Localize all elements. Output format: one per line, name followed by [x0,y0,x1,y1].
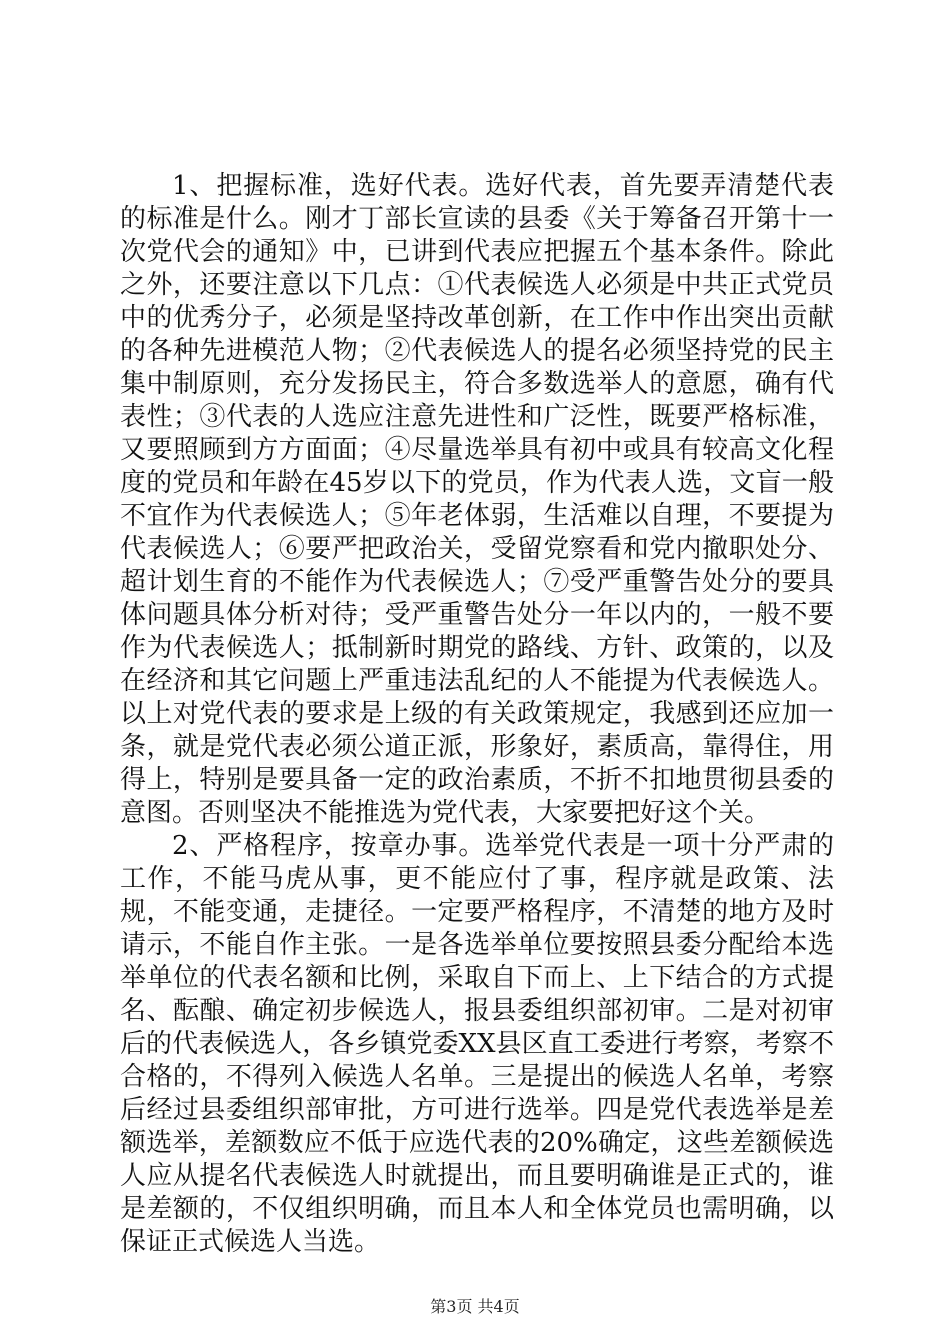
paragraph-2: 2、严格程序，按章办事。选举党代表是一项十分严肃的工作，不能马虎从事，更不能应付了事，程序就是政策、法规，不能变通，走捷径。一定要严格程序，不清楚的地方及时请示，不能自作主张。一是各选举单位要按照县委分配给本选举单位的代表名额和比例，采取自下而上、上下结合的方式提名、酝酿、确定初步候选人，报县委组织部初审。二是对初审后的代表候选人，各乡镇党委XX县区直工委进行考察，考察不合格的，不得列入候选人名单。三是提出的候选人名单，考察后经过县委组织部审批，方可进行选举。四是党代表选举是差额选举，差额数应不低于应选代表的20%确定，这些差额候选人应从提名代表候选人时就提出，而且要明确谁是正式的，谁是差额的，不仅组织明确，而且本人和全体党员也需明确，以保证正式候选人当选。 [120,831,834,1257]
document-body [120,170,834,1259]
paragraph-1: 1、把握标准，选好代表。选好代表，首先要弄清楚代表的标准是什么。刚才丁部长宣读的县委《关于筹备召开第十一次党代会的通知》中，已讲到代表应把握五个基本条件。除此之外，还要注意以下几点：①代表候选人必须是中共正式党员中的优秀分子，必须是坚持改革创新，在工作中作出突出贡献的各种先进模范人物；②代表候选人的提名必须坚持党的民主集中制原则，充分发扬民主，符合多数选举人的意愿，确有代表性；③代表的人选应注意先进性和广泛性，既要严格标准，又要照顾到方方面面；④尽量选举具有初中或具有较高文化程度的党员和年龄在45岁以下的党员，作为代表人选，文盲一般不宜作为代表候选人；⑤年老体弱，生活难以自理，不要提为代表候选人；⑥要严把政治关，受留党察看和党内撤职处分、超计划生育的不能作为代表候选人；⑦受严重警告处分的要具体问题具体分析对待；受严重警告处分一年以内的，一般不要作为代表候选人；抵制新时期党的路线、方针、政策的，以及在经济和其它问题上严重违法乱纪的人不能提为代表候选人。以上对党代表的要求是上级的有关政策规定，我感到还应加一条，就是党代表必须公道正派，形象好，素质高，靠得住，用得上，特别是要具备一定的政治素质，不折不扣地贯彻县委的意图。否则坚决不能推选为党代表，大家要把好这个关。 [120,171,834,828]
page-number-footer: 第3页 共4页 [430,1297,520,1316]
